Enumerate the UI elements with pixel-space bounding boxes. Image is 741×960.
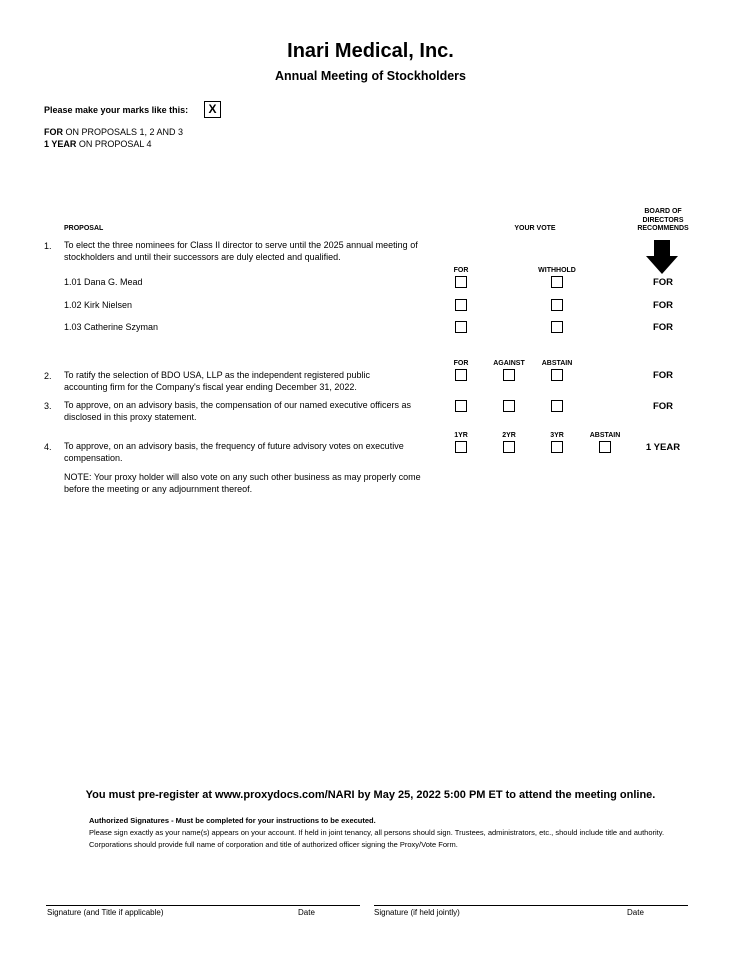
proposal-1-number: 1. bbox=[44, 241, 52, 251]
p2-abstain-header: ABSTAIN bbox=[541, 360, 573, 367]
nominee-3-for-checkbox[interactable] bbox=[455, 321, 467, 333]
nominee-1-name: 1.01 Dana G. Mead bbox=[64, 277, 143, 287]
proposal-column-header: PROPOSAL bbox=[64, 225, 104, 232]
rec-line-2-bold: 1 YEAR bbox=[44, 139, 77, 149]
nominee-2-withhold-checkbox[interactable] bbox=[551, 299, 563, 311]
p4-abstain-checkbox[interactable] bbox=[599, 441, 611, 453]
p3-for-checkbox[interactable] bbox=[455, 400, 467, 412]
marks-instruction: Please make your marks like this: bbox=[44, 105, 189, 115]
p4-1yr-header: 1YR bbox=[454, 432, 468, 439]
proxy-note: NOTE: Your proxy holder will also vote on any such other business as may properly come before the meeting or any adjournment thereof. bbox=[64, 472, 421, 494]
board-recommends-column-header: BOARD OF DIRECTORS RECOMMENDS bbox=[637, 208, 689, 232]
proposal-3-recommendation: FOR bbox=[652, 401, 674, 412]
p4-abstain-header: ABSTAIN bbox=[589, 432, 621, 439]
rec-line-2-rest: ON PROPOSAL 4 bbox=[76, 139, 152, 149]
p2-for-checkbox[interactable] bbox=[455, 369, 467, 381]
nominee-1-recommendation: FOR bbox=[652, 277, 674, 288]
p4-3yr-checkbox[interactable] bbox=[551, 441, 563, 453]
meeting-subtitle: Annual Meeting of Stockholders bbox=[275, 69, 466, 83]
signature-2-label: Signature (if held jointly) bbox=[374, 908, 460, 917]
marks-example-box: X bbox=[204, 101, 221, 118]
nominee-3-name: 1.03 Catherine Szyman bbox=[64, 322, 159, 332]
nominee-2-name: 1.02 Kirk Nielsen bbox=[64, 300, 133, 310]
p1-for-header: FOR bbox=[453, 267, 469, 274]
nominee-2-for-checkbox[interactable] bbox=[455, 299, 467, 311]
p4-1yr-checkbox[interactable] bbox=[455, 441, 467, 453]
p1-withhold-header: WITHHOLD bbox=[538, 267, 576, 274]
nominee-3-withhold-checkbox[interactable] bbox=[551, 321, 563, 333]
p2-for-header: FOR bbox=[453, 360, 469, 367]
your-vote-column-header: YOUR VOTE bbox=[514, 225, 556, 232]
authorized-signatures-title: Authorized Signatures - Must be completed for your instructions to be executed. bbox=[89, 816, 376, 825]
down-arrow-icon bbox=[646, 240, 678, 274]
nominee-1-for-checkbox[interactable] bbox=[455, 276, 467, 288]
proposal-4-number: 4. bbox=[44, 442, 52, 452]
p2-against-header: AGAINST bbox=[493, 360, 525, 367]
recommendation-line-1 bbox=[44, 127, 183, 137]
proposal-2-number: 2. bbox=[44, 371, 52, 381]
p2-abstain-checkbox[interactable] bbox=[551, 369, 563, 381]
company-title: Inari Medical, Inc. bbox=[287, 40, 454, 62]
date-2-label: Date bbox=[627, 908, 644, 917]
proposal-2-text: To ratify the selection of BDO USA, LLP as the independent registered public accounting firm for the Company's fiscal year ending December 31, 2022. bbox=[64, 370, 371, 392]
signature-1-label: Signature (and Title if applicable) bbox=[47, 908, 164, 917]
preregister-notice: You must pre-register at www.proxydocs.com/NARI by May 25, 2022 5:00 PM ET to attend the meeting online. bbox=[85, 789, 656, 801]
nominee-2-recommendation: FOR bbox=[652, 300, 674, 311]
proposal-1-text: To elect the three nominees for Class II director to serve until the 2025 annual meeting of stockholders and until their successors are duly elected and qualified. bbox=[64, 240, 418, 262]
proposal-4-text: To approve, on an advisory basis, the frequency of future advisory votes on executive compensation. bbox=[64, 441, 404, 463]
proposal-3-number: 3. bbox=[44, 401, 52, 411]
p4-2yr-header: 2YR bbox=[502, 432, 516, 439]
signature-line-2[interactable] bbox=[374, 905, 688, 906]
p3-abstain-checkbox[interactable] bbox=[551, 400, 563, 412]
p2-against-checkbox[interactable] bbox=[503, 369, 515, 381]
rec-line-1-rest: ON PROPOSALS 1, 2 AND 3 bbox=[63, 127, 184, 137]
p4-2yr-checkbox[interactable] bbox=[503, 441, 515, 453]
p3-against-checkbox[interactable] bbox=[503, 400, 515, 412]
signature-line-1[interactable] bbox=[46, 905, 360, 906]
proposal-2-recommendation: FOR bbox=[652, 370, 674, 381]
signature-instructions: Please sign exactly as your name(s) appears on your account. If held in joint tenancy, all persons should sign. Trustees, administrators, etc., should include title and authority. Corporations should provide full name of corporation and title of authorized officer signing the Proxy/Vote Form. bbox=[89, 828, 665, 849]
recommendation-line-2 bbox=[44, 139, 152, 149]
p4-3yr-header: 3YR bbox=[550, 432, 564, 439]
nominee-1-withhold-checkbox[interactable] bbox=[551, 276, 563, 288]
date-1-label: Date bbox=[298, 908, 315, 917]
nominee-3-recommendation: FOR bbox=[652, 322, 674, 333]
proposal-4-recommendation: 1 YEAR bbox=[645, 442, 681, 453]
rec-line-1-bold: FOR bbox=[44, 127, 63, 137]
proposal-3-text: To approve, on an advisory basis, the compensation of our named executive officers as disclosed in this proxy statement. bbox=[64, 400, 412, 422]
